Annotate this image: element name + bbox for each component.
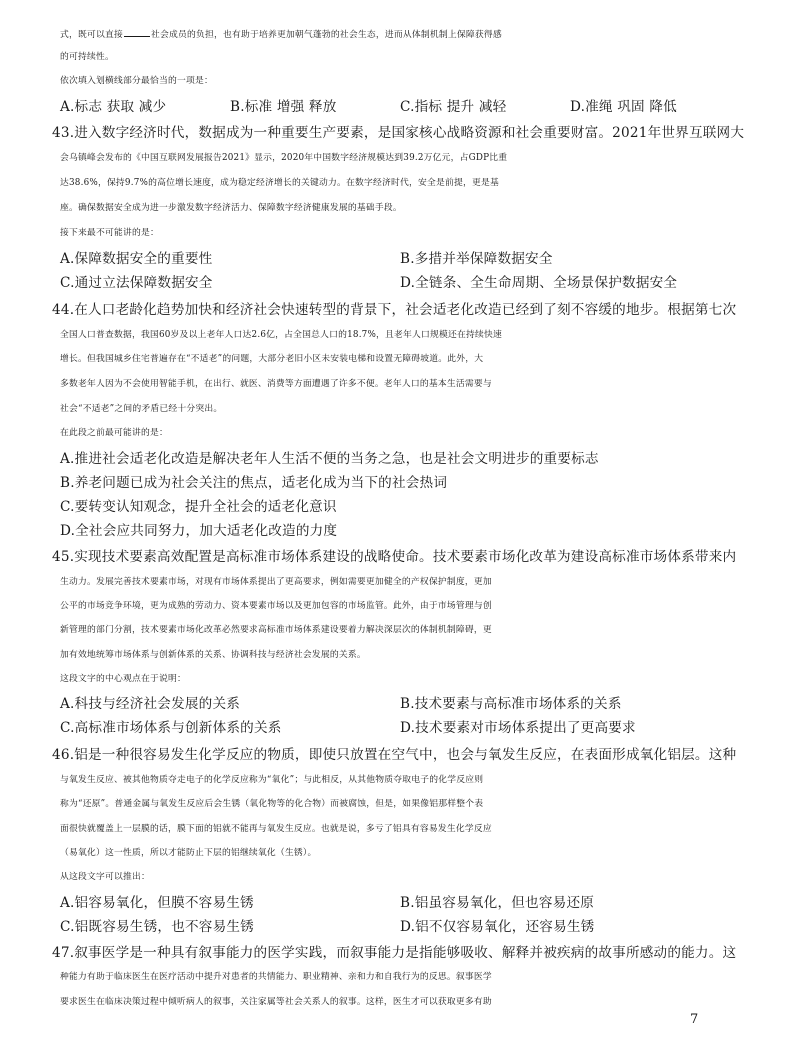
q42-option-c: C.指标 提升 减轻: [400, 99, 507, 115]
q46-stem-line-1: 46.铝是一种很容易发生化学反应的物质，即使只放置在空气中，也会与氧发生反应，在表面形成氧化铝层。这种: [52, 747, 737, 763]
q42-option-d: D.准绳 巩固 降低: [570, 99, 677, 115]
q44-stem-line-4: 多数老年人因为不会使用智能手机，在出行、就医、消费等方面遭遇了许多不便。老年人口的基本生活需要与: [60, 379, 492, 389]
q42-prompt: 依次填入划横线部分最恰当的一项是：: [60, 76, 213, 86]
q43-prompt: 接下来最不可能讲的是：: [60, 228, 159, 238]
q44-option-a: A.推进社会适老化改造是解决老年人生活不便的当务之急，也是社会文明进步的重要标志: [60, 451, 599, 467]
q46-stem-line-3: 称为“还原”。普通金属与氧发生反应后会生锈（氧化物等的化合物）而被腐蚀，但是，如果像铝那样整个表: [60, 799, 484, 809]
q45-stem-line-3: 公平的市场竞争环境，更为成熟的劳动力、资本要素市场以及更加包容的市场监管。此外，由于市场管理与创: [60, 601, 492, 611]
q44-stem-line-1: 44.在人口老龄化趋势加快和经济社会快速转型的背景下，社会适老化改造已经到了刻不容缓的地步。根据第七次: [52, 302, 737, 318]
q44-prompt: 在此段之前最可能讲的是：: [60, 428, 168, 438]
q43-option-d: D.全链条、全生命周期、全场景保护数据安全: [400, 275, 678, 291]
q45-stem-line-2: 生动力。发展完善技术要素市场，对现有市场体系提出了更高要求，例如需要更加健全的产权保护制度，更加: [60, 577, 492, 587]
q44-stem-line-3: 增长。但我国城乡住宅普遍存在“不适老”的问题，大部分老旧小区未安装电梯和设置无障碍坡道。此外，大: [60, 354, 484, 364]
q43-stem-line-1: 43.进入数字经济时代，数据成为一种重要生产要素，是国家核心战略资源和社会重要财富。2021年世界互联网大: [52, 125, 745, 141]
q44-option-d: D.全社会应共同努力，加大适老化改造的力度: [60, 523, 338, 539]
q45-prompt: 这段文字的中心观点在于说明：: [60, 674, 186, 684]
q43-stem-line-3: 达38.6%，保持9.7%的高位增长速度，成为稳定经济增长的关键动力。在数字经济时代，安全是前提，更是基: [60, 178, 499, 188]
q47-stem-line-3: 要求医生在临床决策过程中倾听病人的叙事，关注家属等社会关系人的叙事。这样，医生才可以获取更多有助: [60, 997, 492, 1007]
q46-option-d: D.铝不仅容易氧化，还容易生锈: [400, 919, 595, 935]
q45-stem-line-1: 45.实现技术要素高效配置是高标准市场体系建设的战略使命。技术要素市场化改革为建设高标准市场体系带来内: [52, 549, 737, 565]
q46-option-b: B.铝虽容易氧化，但也容易还原: [400, 895, 595, 911]
q45-option-c: C.高标准市场体系与创新体系的关系: [60, 720, 282, 736]
q46-stem-line-4: 面很快就覆盖上一层膜的话，膜下面的铝就不能再与氧发生反应。也就是说，多亏了铝具有容易发生化学反应: [60, 824, 492, 834]
q45-stem-line-5: 加有效地统筹市场体系与创新体系的关系、协调科技与经济社会发展的关系。: [60, 650, 366, 660]
q47-stem-line-1: 47.叙事医学是一种具有叙事能力的医学实践，而叙事能力是指能够吸收、解释并被疾病的故事所感动的能力。这: [52, 945, 737, 961]
q43-option-a: A.保障数据安全的重要性: [60, 251, 213, 267]
q42-stem-line-1: [60, 24, 750, 44]
q45-option-b: B.技术要素与高标准市场体系的关系: [400, 696, 622, 712]
q46-prompt: 从这段文字可以推出：: [60, 872, 150, 882]
q46-stem-line-2: 与氧发生反应、被其他物质夺走电子的化学反应称为“氧化”；与此相反，从其他物质夺取电子的化学反应则: [60, 775, 484, 785]
q45-option-d: D.技术要素对市场体系提出了更高要求: [400, 720, 636, 736]
q44-stem-line-2: 全国人口普查数据，我国60岁及以上老年人口达2.6亿，占全国总人口的18.7%，且老年人口规模还在持续快速: [60, 330, 502, 340]
fill-in-blank: [124, 24, 150, 37]
q43-option-c: C.通过立法保障数据安全: [60, 275, 213, 291]
q44-stem-line-5: 社会“不适老”之间的矛盾已经十分突出。: [60, 404, 223, 414]
q44-option-c: C.要转变认知观念，提升全社会的适老化意识: [60, 499, 337, 515]
q44-option-b: B.养老问题已成为社会关注的焦点，适老化成为当下的社会热词: [60, 475, 448, 491]
q43-stem-line-4: 座。确保数据安全成为进一步激发数字经济活力、保障数字经济健康发展的基础手段。: [60, 203, 402, 213]
q43-stem-line-2: 会乌镇峰会发布的《中国互联网发展报告2021》显示，2020年中国数字经济规模达到39.2万亿元，占GDP比重: [60, 153, 508, 163]
q42-option-b: B.标准 增强 释放: [230, 99, 337, 115]
q42-text-after-blank: 社会成员的负担，也有助于培养更加朝气蓬勃的社会生态，进而从体制机制上保障获得感: [150, 30, 502, 40]
q47-stem-line-2: 种能力有助于临床医生在医疗活动中提升对患者的共情能力、职业精神、亲和力和自我行为的反思。叙事医学: [60, 972, 492, 982]
q46-option-a: A.铝容易氧化，但膜不容易生锈: [60, 895, 254, 911]
q46-stem-line-5: （易氧化）这一性质，所以才能防止下层的铝继续氧化（生锈）。: [60, 848, 317, 858]
page-number: 7: [690, 1012, 699, 1027]
q45-stem-line-4: 新管理的部门分割，技术要素市场化改革必然要求高标准市场体系建设要着力解决深层次的体制机制障碍，更: [60, 625, 492, 635]
q42-option-a: A.标志 获取 减少: [60, 99, 167, 115]
q42-text-before-blank: 式，既可以直接: [60, 30, 123, 40]
q45-option-a: A.科技与经济社会发展的关系: [60, 696, 241, 712]
q42-stem-line-2: 的可持续性。: [60, 52, 114, 62]
q46-option-c: C.铝既容易生锈，也不容易生锈: [60, 919, 254, 935]
q43-option-b: B.多措并举保障数据安全: [400, 251, 553, 267]
